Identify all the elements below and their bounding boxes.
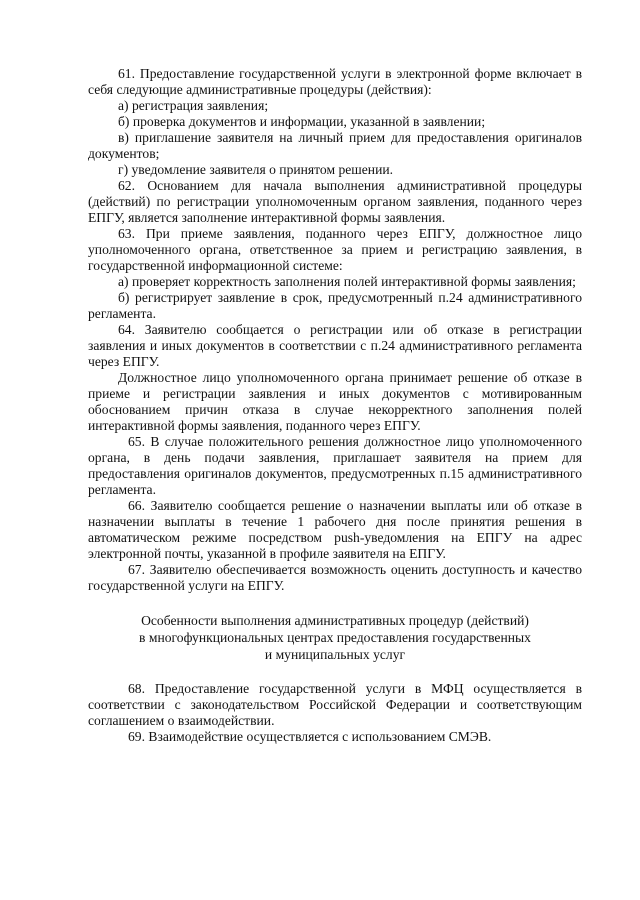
- item-61c: в) приглашение заявителя на личный прием для предоставления оригиналов документов;: [88, 130, 582, 161]
- paragraph-64: 64. Заявителю сообщается о регистрации или об отказе в регистрации заявления и иных документов в соответствии с п.24 административного регламента через ЕПГУ.: [88, 322, 582, 369]
- heading-line-2: в многофункциональных центрах предоставления государственных: [139, 630, 531, 645]
- paragraph-67: 67. Заявителю обеспечивается возможность оценить доступность и качество государственной услуги на ЕПГУ.: [88, 562, 582, 593]
- paragraph-63: 63. При приеме заявления, поданного через ЕПГУ, должностное лицо уполномоченного органа, ответственное за прием и регистрацию заявления, в государственной информационной системе:: [88, 226, 582, 273]
- item-61a: а) регистрация заявления;: [118, 98, 269, 113]
- paragraph-69: 69. Взаимодействие осуществляется с использованием СМЭВ.: [128, 729, 492, 744]
- paragraph-61: 61. Предоставление государственной услуги в электронной форме включает в себя следующие административные процедуры (действия):: [88, 66, 582, 97]
- paragraph-64-refusal: Должностное лицо уполномоченного органа принимает решение об отказе в приеме и регистрации заявления и иных документов с мотивированным обоснованием причин отказа в случае некорректного заполнения полей интерактивной формы заявления, поданного через ЕПГУ.: [88, 370, 582, 433]
- heading-line-1: Особенности выполнения административных процедур (действий): [141, 613, 529, 628]
- item-61d: г) уведомление заявителя о принятом решении.: [118, 162, 394, 177]
- heading-line-3: и муниципальных услуг: [264, 647, 406, 662]
- item-63a: а) проверяет корректность заполнения полей интерактивной формы заявления;: [118, 274, 576, 289]
- paragraph-68: 68. Предоставление государственной услуги в МФЦ осуществляется в соответствии с законодательством Российской Федерации и соответствующим соглашением о взаимодействии.: [88, 681, 582, 728]
- item-63b: б) регистрирует заявление в срок, предусмотренный п.24 административного регламента.: [88, 290, 582, 321]
- paragraph-66: 66. Заявителю сообщается решение о назначении выплаты или об отказе в назначении выплаты в течение 1 рабочего дня после принятия решения в автоматическом режиме посредством push-уведомления на ЕПГУ на адрес электронной почты, указанной в профиле заявителя на ЕПГУ.: [88, 498, 582, 561]
- item-61b: б) проверка документов и информации, указанной в заявлении;: [118, 114, 486, 129]
- paragraph-65: 65. В случае положительного решения должностное лицо уполномоченного органа, в день подачи заявления, приглашает заявителя на прием для предоставления оригиналов документов, предусмотренных п.15 административного регламента.: [88, 434, 582, 497]
- section-heading: [88, 612, 582, 663]
- paragraph-62: 62. Основанием для начала выполнения административной процедуры (действий) по регистрации уполномоченным органом заявления, поданного через ЕПГУ, является заполнение интерактивной формы заявления.: [88, 178, 582, 225]
